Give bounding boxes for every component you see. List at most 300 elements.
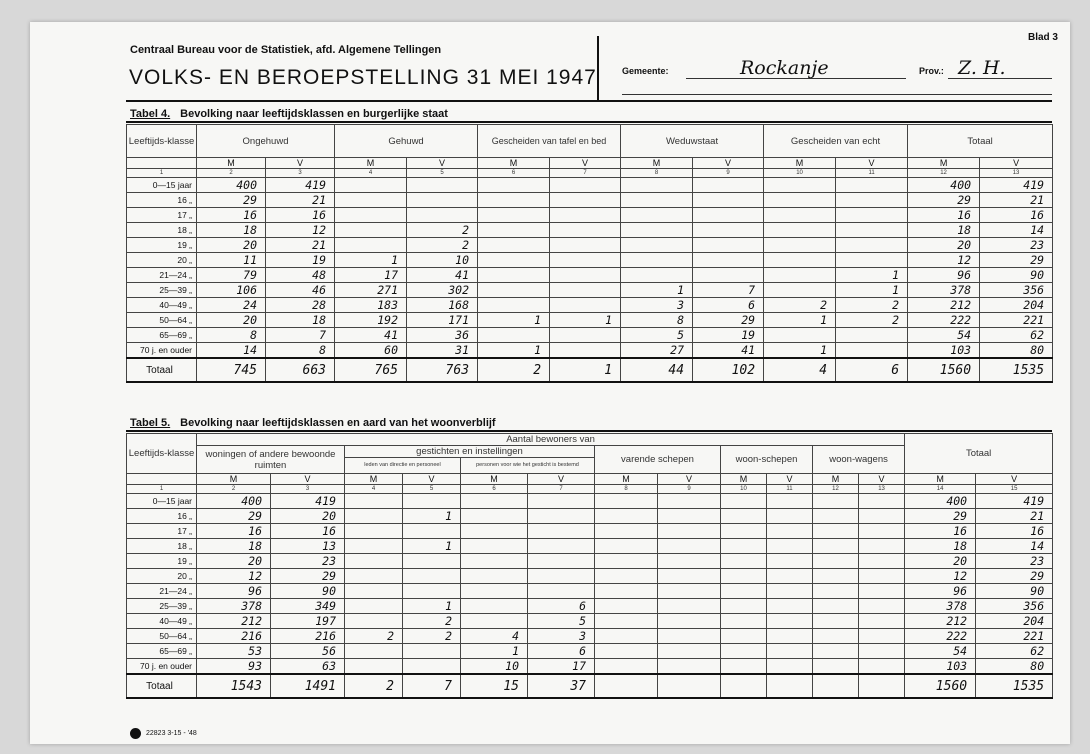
table5-m-label: M [595, 474, 658, 485]
table5-cell [859, 584, 905, 599]
table4-v-label: V [550, 158, 621, 169]
table4-cell: 79 [197, 268, 266, 283]
table5-aantal-header: Aantal bewoners van [197, 434, 905, 446]
table5-cell [403, 569, 461, 584]
table5-cell: 16 [905, 524, 976, 539]
table4-cell: 378 [908, 283, 980, 298]
table5-cell [528, 569, 595, 584]
table5-cell [767, 524, 813, 539]
table4-column-number: 13 [980, 169, 1053, 178]
table5-cell: 20 [197, 554, 271, 569]
table5-cell: 400 [197, 494, 271, 509]
table4-cell [693, 253, 764, 268]
table5-cell [595, 599, 658, 614]
table5-age-label: 21—24 „ [127, 584, 197, 599]
table5-cell [461, 614, 528, 629]
table5-column-number: 10 [721, 485, 767, 494]
table4-cell: 54 [908, 328, 980, 343]
table5-cell [813, 614, 859, 629]
table4-cell [478, 223, 550, 238]
table5-cell [528, 539, 595, 554]
gemeente-label: Gemeente: [622, 66, 669, 76]
table4-cell: 1 [621, 283, 693, 298]
table4-cell [550, 208, 621, 223]
table4-cell: 212 [908, 298, 980, 313]
table5-mv-spacer [127, 474, 197, 485]
table4-cell: 96 [908, 268, 980, 283]
table4-m-label: M [621, 158, 693, 169]
table5-cell [658, 509, 721, 524]
table5-cell: 6 [528, 599, 595, 614]
gemeente-value: Rockanje [740, 57, 829, 79]
table4-cell [335, 223, 407, 238]
table5-age-label: 25—39 „ [127, 599, 197, 614]
table4-age-label: 18 „ [127, 223, 197, 238]
table4-cell [550, 343, 621, 359]
table5-column-number: 12 [813, 485, 859, 494]
table4-cell [764, 283, 836, 298]
table5-cell [403, 494, 461, 509]
table4-cell: 19 [693, 328, 764, 343]
table4-cell [335, 208, 407, 223]
table5-cell [403, 644, 461, 659]
table4-age-label: 21—24 „ [127, 268, 197, 283]
table4-cell [693, 193, 764, 208]
table5-cell [767, 629, 813, 644]
table4-cell: 2 [407, 238, 478, 253]
table5-age-label: 18 „ [127, 539, 197, 554]
table4-cell [550, 283, 621, 298]
table5-cell: 17 [528, 659, 595, 675]
table5-cell: 80 [976, 659, 1053, 675]
table4-cell: 17 [335, 268, 407, 283]
table5-cell [859, 599, 905, 614]
table5-total-cell: 1491 [271, 674, 345, 698]
table5-cell: 349 [271, 599, 345, 614]
table5-cell [461, 569, 528, 584]
table4-cell [621, 193, 693, 208]
bureau-heading: Centraal Bureau voor de Statistiek, afd. Algemene Tellingen [130, 44, 442, 56]
table4-total-label: Totaal [127, 358, 197, 382]
table5-column-number: 1 [127, 485, 197, 494]
table4-v-label: V [693, 158, 764, 169]
table4-column-number: 1 [127, 169, 197, 178]
table5-cell: 62 [976, 644, 1053, 659]
table4-column-number: 9 [693, 169, 764, 178]
table5-cell: 212 [905, 614, 976, 629]
table4-cell: 1 [764, 313, 836, 328]
table5-cell: 23 [976, 554, 1053, 569]
table5-cell [658, 659, 721, 675]
table4-cell [478, 208, 550, 223]
table5-varende-header: varende schepen [595, 446, 721, 474]
table5-cell: 16 [197, 524, 271, 539]
table4-cell: 2 [407, 223, 478, 238]
table5-cell [813, 524, 859, 539]
table4-total-cell: 1535 [980, 358, 1053, 382]
table4-cell [836, 223, 908, 238]
table4-m-label: M [908, 158, 980, 169]
table5-cell: 63 [271, 659, 345, 675]
table4-cell [693, 223, 764, 238]
table5-cell [721, 644, 767, 659]
table5-cell [595, 524, 658, 539]
table4-cell: 21 [266, 193, 335, 208]
table4-cell: 5 [621, 328, 693, 343]
table5-cell [859, 494, 905, 509]
table4-total-cell: 663 [266, 358, 335, 382]
table4-cell: 7 [693, 283, 764, 298]
table5-row [127, 569, 1053, 584]
table5-total-cell [813, 674, 859, 698]
gemeente-second-line [622, 94, 1052, 95]
table5-age-label: 16 „ [127, 509, 197, 524]
table5-cell: 378 [197, 599, 271, 614]
table5-cell [658, 614, 721, 629]
table5-age-label: 70 j. en ouder [127, 659, 197, 675]
table5-cell: 29 [197, 509, 271, 524]
table4-cell: 1 [764, 343, 836, 359]
table5-m-label: M [345, 474, 403, 485]
table5-age-label: 65—69 „ [127, 644, 197, 659]
table4-cell [478, 298, 550, 313]
table4-cell [335, 178, 407, 193]
table4-cell: 24 [197, 298, 266, 313]
table5-column-number: 13 [859, 485, 905, 494]
table5-cell [595, 614, 658, 629]
table5-cell: 2 [345, 629, 403, 644]
table4-total-row [127, 358, 1053, 382]
province-value: Z. H. [958, 57, 1006, 79]
table5-v-label: V [658, 474, 721, 485]
table5-cell [859, 659, 905, 675]
table4-cell: 20 [197, 238, 266, 253]
table5-cell: 6 [528, 644, 595, 659]
table5-cell [721, 659, 767, 675]
table5-cell: 2 [403, 629, 461, 644]
table4-group-gescheiden-tafel: Gescheiden van tafel en bed [478, 125, 621, 158]
table5-column-number: 7 [528, 485, 595, 494]
table4-cell: 221 [980, 313, 1053, 328]
table5-total-cell: 1535 [976, 674, 1053, 698]
table5-cell: 356 [976, 599, 1053, 614]
table4-cell: 10 [407, 253, 478, 268]
table4-cell [335, 238, 407, 253]
table4-row [127, 298, 1053, 313]
table4-cell [478, 193, 550, 208]
table5-cell: 10 [461, 659, 528, 675]
table4-cell [407, 178, 478, 193]
table5-cell [859, 539, 905, 554]
table4-cell [621, 238, 693, 253]
table4-cell [764, 253, 836, 268]
table5-cell: 103 [905, 659, 976, 675]
table4-cell: 18 [908, 223, 980, 238]
table5-cell [345, 569, 403, 584]
table4-body [127, 178, 1053, 383]
table4-cell: 3 [621, 298, 693, 313]
table5-cell: 21 [976, 509, 1053, 524]
table5-cell: 29 [976, 569, 1053, 584]
table5-cell: 96 [905, 584, 976, 599]
table5-cell: 18 [197, 539, 271, 554]
table4-cell: 419 [980, 178, 1053, 193]
table5-cell: 216 [197, 629, 271, 644]
table5-cell [658, 494, 721, 509]
table5-cell: 1 [403, 509, 461, 524]
table4-cell: 23 [980, 238, 1053, 253]
table5-column-number: 11 [767, 485, 813, 494]
table5-m-label: M [721, 474, 767, 485]
table4-cell: 7 [266, 328, 335, 343]
table5-cell [859, 509, 905, 524]
table4-cell: 29 [693, 313, 764, 328]
table4-cell: 1 [836, 283, 908, 298]
table5-total-cell: 1543 [197, 674, 271, 698]
table5-cell [721, 509, 767, 524]
table4-age-label: 0—15 jaar [127, 178, 197, 193]
table5-cell [345, 524, 403, 539]
table4-row [127, 328, 1053, 343]
table4-total-cell: 765 [335, 358, 407, 382]
table5-cell [403, 584, 461, 599]
table5-cell [658, 569, 721, 584]
table5-cell [595, 659, 658, 675]
table4-cell [693, 268, 764, 283]
printer-logo-icon [130, 728, 141, 739]
table4-group-gescheiden-echt: Gescheiden van echt [764, 125, 908, 158]
table5-personen-header: personen voor wie het gesticht is bestemd [461, 458, 595, 474]
table5-cell: 378 [905, 599, 976, 614]
table4-cell [550, 298, 621, 313]
table5-woningen-header: woningen of andere bewoonde ruimten [197, 446, 345, 474]
table4-column-number: 10 [764, 169, 836, 178]
table5-column-numbers [127, 485, 1053, 494]
table5-cell [658, 629, 721, 644]
table5-cell: 1 [403, 539, 461, 554]
table5-age-label: 20 „ [127, 569, 197, 584]
table5-cell: 53 [197, 644, 271, 659]
table5-cell [345, 659, 403, 675]
table5-cell [658, 644, 721, 659]
table5-cell [528, 524, 595, 539]
table5-cell [528, 554, 595, 569]
table4-m-label: M [335, 158, 407, 169]
table5-cell [461, 494, 528, 509]
table5-age-label: 17 „ [127, 524, 197, 539]
table4-cell [621, 253, 693, 268]
table4-cell: 21 [980, 193, 1053, 208]
table5-column-number: 6 [461, 485, 528, 494]
table5-total-cell [721, 674, 767, 698]
table5-m-label: M [197, 474, 271, 485]
table4-cell: 103 [908, 343, 980, 359]
table5-total-cell [658, 674, 721, 698]
table5-cell: 212 [197, 614, 271, 629]
table5-cell: 5 [528, 614, 595, 629]
table5-cell: 93 [197, 659, 271, 675]
table4-total-cell: 4 [764, 358, 836, 382]
table5-cell [767, 539, 813, 554]
table5-cell [461, 599, 528, 614]
table5-cell: 3 [528, 629, 595, 644]
table4-cell [478, 268, 550, 283]
table5-cell [767, 584, 813, 599]
table4-cell: 204 [980, 298, 1053, 313]
table5-row [127, 629, 1053, 644]
table5-row [127, 524, 1053, 539]
table4-cell: 29 [908, 193, 980, 208]
table4-cell [693, 178, 764, 193]
table5-cell [767, 659, 813, 675]
table5-woonschepen-header: woon-schepen [721, 446, 813, 474]
table5-cell: 2 [403, 614, 461, 629]
table5-v-label: V [403, 474, 461, 485]
table5-cell: 204 [976, 614, 1053, 629]
table4-cell [836, 178, 908, 193]
table4-total-cell: 44 [621, 358, 693, 382]
table5-cell [813, 659, 859, 675]
table4-cell [621, 223, 693, 238]
table5-cell [461, 509, 528, 524]
table5-cell [461, 524, 528, 539]
table4-cell: 18 [266, 313, 335, 328]
table4 [126, 124, 1053, 383]
table5-row [127, 644, 1053, 659]
table4-cell [836, 343, 908, 359]
table5-cell [461, 539, 528, 554]
table5-cell [859, 644, 905, 659]
table5-row [127, 614, 1053, 629]
table5-column-number: 8 [595, 485, 658, 494]
table5-cell [345, 509, 403, 524]
table5-cell: 16 [271, 524, 345, 539]
table5-cell [528, 584, 595, 599]
table5-total-cell [595, 674, 658, 698]
table5-cell [658, 539, 721, 554]
table4-cell [550, 178, 621, 193]
table5-cell [767, 644, 813, 659]
table4-cell: 29 [980, 253, 1053, 268]
table5-cell: 20 [905, 554, 976, 569]
table4-cell: 21 [266, 238, 335, 253]
table5-cell: 14 [976, 539, 1053, 554]
table4-cell: 16 [980, 208, 1053, 223]
table4-cell [836, 238, 908, 253]
table5-cell: 20 [271, 509, 345, 524]
table5-cell [813, 539, 859, 554]
table4-mv-spacer [127, 158, 197, 169]
table5-cell [767, 509, 813, 524]
table5-cell [595, 644, 658, 659]
table4-cell: 19 [266, 253, 335, 268]
table4-total-cell: 6 [836, 358, 908, 382]
table5-leden-header: leden van directie en personeel [345, 458, 461, 474]
table4-age-label: 19 „ [127, 238, 197, 253]
table4-cell: 183 [335, 298, 407, 313]
table5-cell [345, 554, 403, 569]
table4-top-rule [126, 100, 1052, 102]
table5-total-cell [767, 674, 813, 698]
table5-cell [813, 509, 859, 524]
table5-total-cell [859, 674, 905, 698]
table4-cell [621, 268, 693, 283]
table5-cell [595, 554, 658, 569]
table5-column-number: 2 [197, 485, 271, 494]
table4-row [127, 238, 1053, 253]
table5-cell [658, 524, 721, 539]
province-label: Prov.: [919, 66, 944, 76]
table5-v-label: V [859, 474, 905, 485]
table4-row [127, 313, 1053, 328]
table4-cell: 46 [266, 283, 335, 298]
table4-row [127, 253, 1053, 268]
table5-cell: 216 [271, 629, 345, 644]
table5-cell [859, 629, 905, 644]
table5-cell: 4 [461, 629, 528, 644]
table4-total-cell: 2 [478, 358, 550, 382]
table4-column-number: 8 [621, 169, 693, 178]
table4-cell [478, 283, 550, 298]
table4-cell: 16 [266, 208, 335, 223]
table4-cell: 2 [836, 313, 908, 328]
table5-body [127, 494, 1053, 699]
table4-cell [407, 193, 478, 208]
table4-cell [764, 238, 836, 253]
table5-v-label: V [976, 474, 1053, 485]
table4-row [127, 283, 1053, 298]
table4-row [127, 178, 1053, 193]
table4-group-gehuwd: Gehuwd [335, 125, 478, 158]
table5-row [127, 554, 1053, 569]
table4-cell: 16 [908, 208, 980, 223]
table5-cell [403, 524, 461, 539]
table4-cell: 11 [197, 253, 266, 268]
table4-age-label: 20 „ [127, 253, 197, 268]
table4-cell [550, 268, 621, 283]
table4-group-ongehuwd: Ongehuwd [197, 125, 335, 158]
table4-column-number: 7 [550, 169, 621, 178]
table5-cell [813, 644, 859, 659]
table5-cell: 197 [271, 614, 345, 629]
table5-cell [767, 494, 813, 509]
table5-total-cell: 15 [461, 674, 528, 698]
table5-row [127, 599, 1053, 614]
table5-cell: 419 [271, 494, 345, 509]
table5-cell [345, 599, 403, 614]
table4-cell: 18 [197, 223, 266, 238]
table5-cell: 13 [271, 539, 345, 554]
table4-cell [407, 208, 478, 223]
table4-column-numbers [127, 169, 1053, 178]
table4-cell: 222 [908, 313, 980, 328]
table4-age-label: 70 j. en ouder [127, 343, 197, 359]
table4-cell [764, 193, 836, 208]
table5-cell [721, 569, 767, 584]
table4-cell: 356 [980, 283, 1053, 298]
table4-cell: 20 [908, 238, 980, 253]
table4-cell: 8 [197, 328, 266, 343]
table5-cell [721, 584, 767, 599]
table5-cell [813, 629, 859, 644]
table4-cell [550, 193, 621, 208]
table5-column-number: 4 [345, 485, 403, 494]
table5-cell: 90 [976, 584, 1053, 599]
table5-cell [767, 569, 813, 584]
table4-cell: 106 [197, 283, 266, 298]
table5-cell: 12 [905, 569, 976, 584]
table5-cell: 12 [197, 569, 271, 584]
